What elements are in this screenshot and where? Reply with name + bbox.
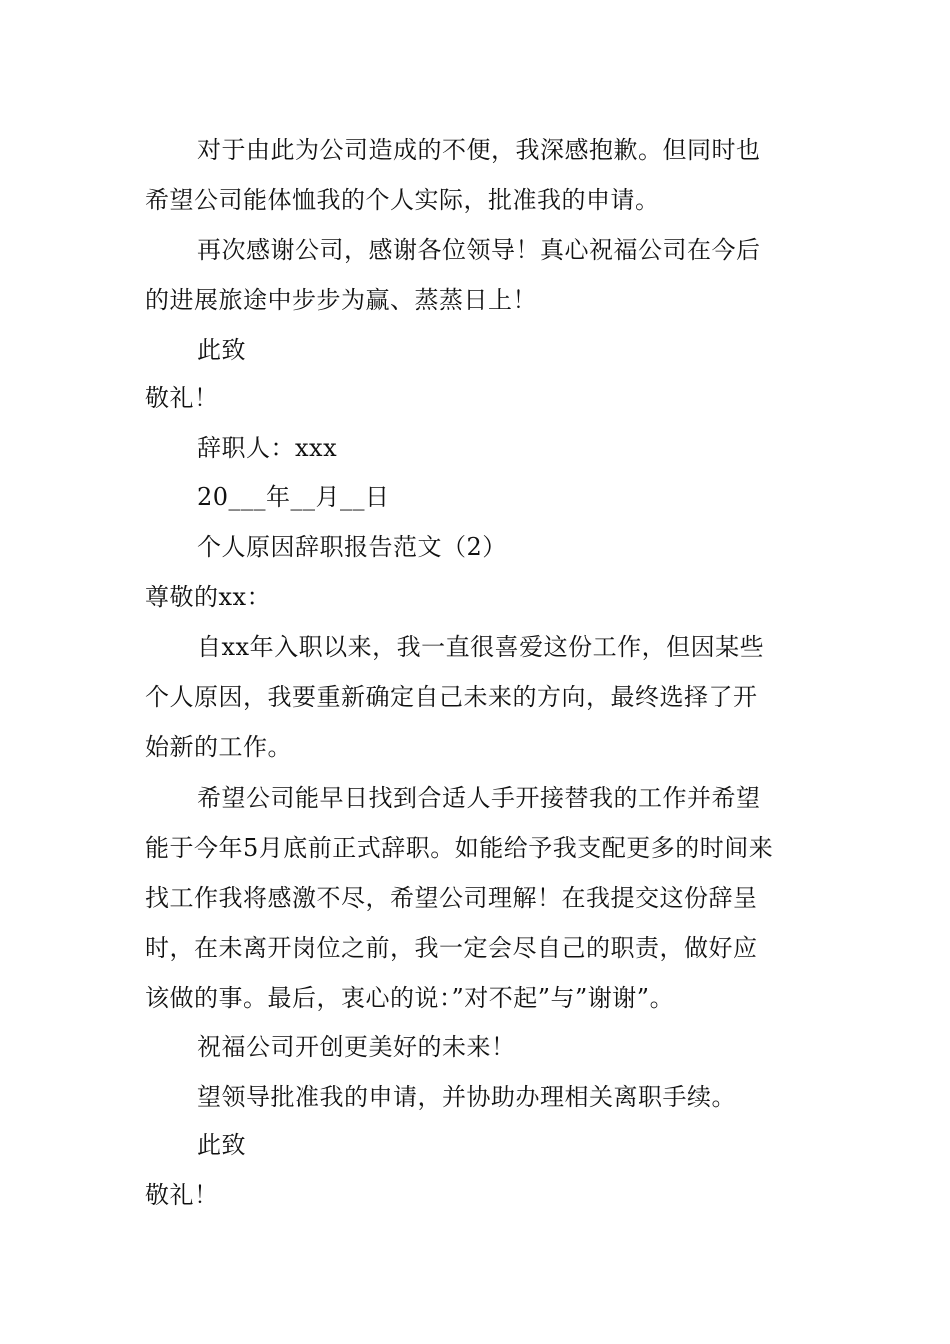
- date-line: 20___年__月__日: [197, 483, 390, 511]
- section-title: 个人原因辞职报告范文（2）: [197, 533, 507, 561]
- paragraph-line: 再次感谢公司，感谢各位领导！真心祝福公司在今后: [197, 236, 761, 264]
- paragraph-line: 自xx年入职以来，我一直很喜爱这份工作，但因某些: [197, 633, 765, 661]
- closing-regards: 敬礼！: [145, 384, 219, 412]
- paragraph-line: 找工作我将感激不尽，希望公司理解！在我提交这份辞呈: [145, 884, 758, 912]
- greeting: 尊敬的xx：: [145, 583, 272, 611]
- paragraph-line: 个人原因，我要重新确定自己未来的方向，最终选择了开: [145, 683, 758, 711]
- resigner-signature: 辞职人：xxx: [197, 434, 338, 462]
- paragraph-line: 对于由此为公司造成的不便，我深感抱歉。但同时也: [197, 136, 761, 164]
- paragraph-line: 时，在未离开岗位之前，我一定会尽自己的职责，做好应: [145, 934, 758, 962]
- paragraph-line: 能于今年5月底前正式辞职。如能给予我支配更多的时间来: [145, 834, 774, 862]
- paragraph-line: 始新的工作。: [145, 733, 292, 761]
- closing-salutation: 此致: [197, 1131, 246, 1159]
- paragraph-line: 希望公司能体恤我的个人实际，批准我的申请。: [145, 186, 660, 214]
- paragraph-line: 望领导批准我的申请，并协助办理相关离职手续。: [197, 1083, 736, 1111]
- paragraph-line: 该做的事。最后，衷心的说：”对不起”与”谢谢”。: [145, 984, 675, 1012]
- paragraph-line: 祝福公司开创更美好的未来！: [197, 1033, 516, 1061]
- closing-salutation: 此致: [197, 336, 246, 364]
- paragraph-line: 希望公司能早日找到合适人手开接替我的工作并希望: [197, 784, 761, 812]
- closing-regards: 敬礼！: [145, 1181, 219, 1209]
- paragraph-line: 的进展旅途中步步为赢、蒸蒸日上！: [145, 286, 537, 314]
